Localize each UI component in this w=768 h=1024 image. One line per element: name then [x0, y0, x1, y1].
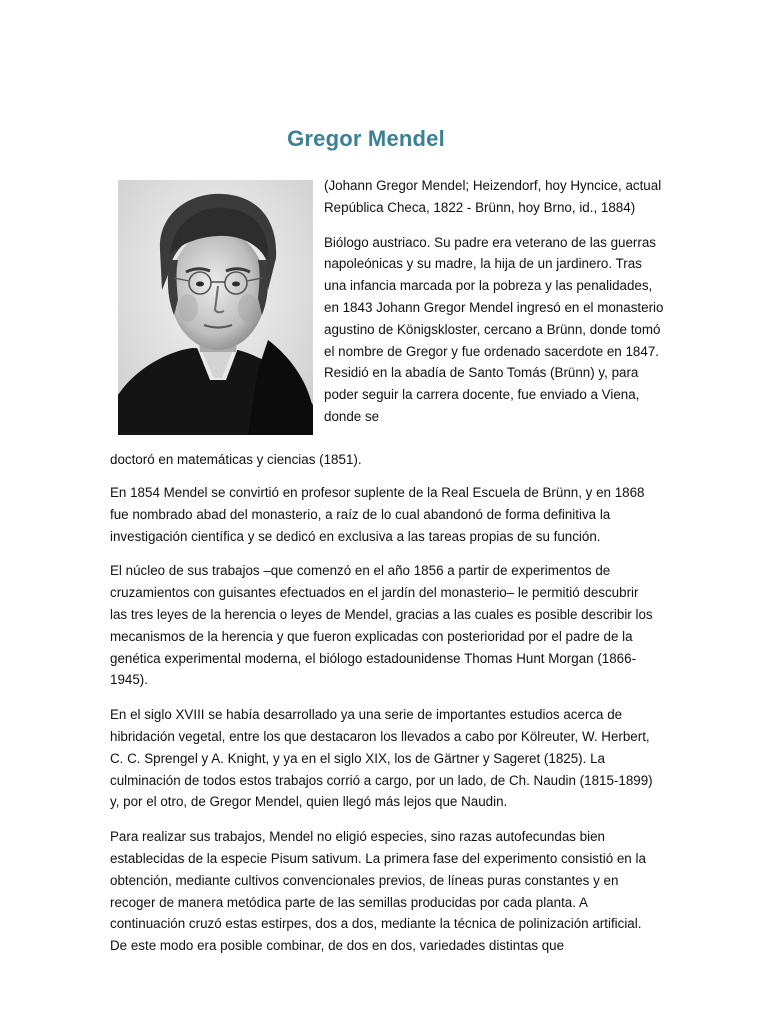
paragraph-2: El núcleo de sus trabajos –que comenzó en el año 1856 a partir de experimentos de cruzamientos con guisantes efectuados en el jardín del monasterio– le permitió descubrir las tres leyes de la herencia o leyes de Mendel, gracias a las cuales es posible describir los mecanismos de la herencia y que fueron explicadas con posterioridad por el padre de la genética experimental moderna, el biólogo estadounidense Thomas Hunt Morgan (1866-1945).: [110, 563, 653, 688]
page-title: Gregor Mendel: [287, 126, 445, 151]
intro-bio-paragraph: Biólogo austriaco. Su padre era veterano de las guerras napoleónicas y su madre, la hija de un jardinero. Tras una infancia marcada por la pobreza y las penalidades, en 1843 Johann Gregor Mendel ingresó en el monasterio agustino de Königskloster, cercano a Brünn, donde tomó el nombre de Gregor y fue ordenado sacerdote en 1847. Residió en la abadía de Santo Tomás (Brünn) y, para poder seguir la carrera docente, fue enviado a Viena, donde se: [324, 234, 664, 424]
intro-bio-tail: doctoró en matemáticas y ciencias (1851).: [110, 452, 362, 467]
paragraph-1: En 1854 Mendel se convirtió en profesor suplente de la Real Escuela de Brünn, y en 1868 fue nombrado abad del monasterio, a raíz de lo cual abandonó de forma definitiva la investigación científica y se dedicó en exclusiva a las tareas propias de su función.: [110, 485, 645, 544]
portrait-photo: [118, 180, 313, 435]
intro-column: [324, 175, 664, 428]
intro-dates-paragraph: (Johann Gregor Mendel; Heizendorf, hoy Hyncice, actual República Checa, 1822 - Brünn, hoy Brno, id., 1884): [324, 178, 662, 215]
paragraph-4: Para realizar sus trabajos, Mendel no eligió especies, sino razas autofecundas bien establecidas de la especie Pisum sativum. La primera fase del experimento consistió en la obtención, mediante cultivos convencionales previos, de líneas puras constantes y en recoger de manera metódica parte de las semillas producidas por cada planta. A continuación cruzó estas estirpes, dos a dos, mediante la técnica de polinización artificial. De este modo era posible combinar, de dos en dos, variedades distintas que: [110, 829, 646, 954]
body-paragraphs: [110, 482, 658, 970]
portrait-image: [118, 180, 313, 435]
paragraph-3: En el siglo XVIII se había desarrollado ya una serie de importantes estudios acerca de hibridación vegetal, entre los que destacaron los llevados a cabo por Kölreuter, W. Herbert, C. C. Sprengel y A. Knight, y ya en el siglo XIX, los de Gärtner y Sageret (1825). La culminación de todos estos trabajos corrió a cargo, por un lado, de Ch. Naudin (1815-1899) y, por el otro, de Gregor Mendel, quien llegó más lejos que Naudin.: [110, 707, 653, 810]
